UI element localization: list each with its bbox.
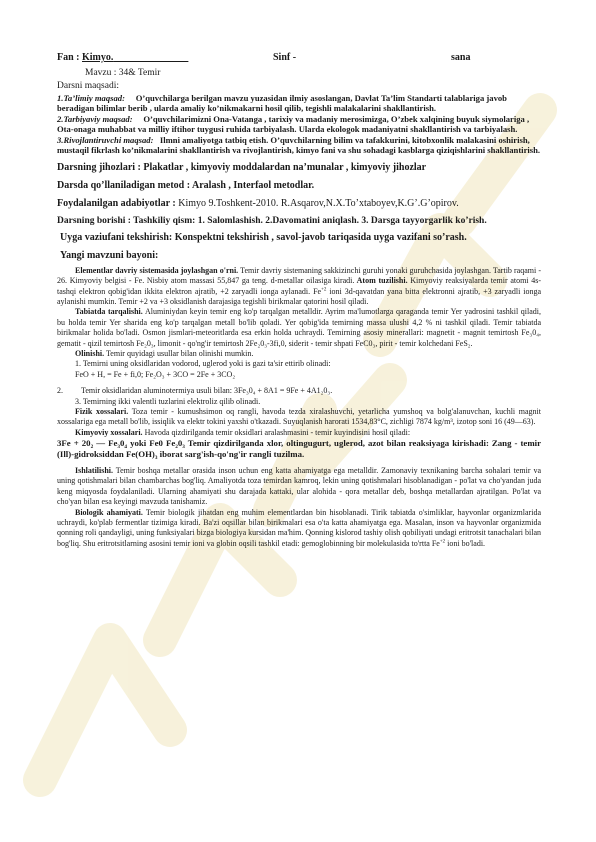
- production-step-3: 3. Temirning ikki valentli tuzlarini elektroliz qilib olinadi.: [75, 396, 261, 406]
- paragraph-production: Olinishi. Temir quyidagi usullar bilan olinishi mumkin.: [75, 348, 254, 358]
- paragraph-biological: Biologik ahamiyati. Temir biologik jihatdan eng muhim elementlardan bin hisoblanadi. Tirik tabiatda o'simliklar, hayvonlar organizmlarida uchraydi, ko'plab fermentlar tizimiga kiradi. Ba'zi oqsillar bilan birikmalari esa o'ta katta ahamiyatga ega. Masalan, inson va hayvonlar organizmida qonning roli qandayligi, uning funksiyalari bizga biologiya kursidan ma'him. Qonning kislorod tashiy olish qobiliyati undagi eritrotsit tanachalari bilan bog'liq. Shu eritrotsitlarning asosini temir ioni va globin oqsili tashkil etadi: gemoglobinning bir molekulasida to'rtta $Fe^{+2}$ ioni bo'ladi.: [57, 507, 541, 548]
- fan-value: Kimyo.: [82, 52, 114, 63]
- paragraph-usage: Ishlatilishi. Temir boshqa metallar orasida inson uchun eng katta ahamiyatga ega metalldir. Zamonaviy texnikaning barcha sohalari temir va uning qotishmalari bilan chambarchas bog'liq. Amaliyotda toza temirdan kamroq, lekin uning qotishmalari hisoblanadigan - po'lat va cho'yandan juda keng miqyosda foydalaniladi. Ularning ahamiyati shu darajada kattaki, ular alohida - qora metallar deb, boshqa metallardan ajratilgan. Po'lat va cho'yan bilan esa keyingi mavzuda tanishamiz.: [57, 466, 541, 507]
- production-step-2: 2. Temir oksidlaridan aluminotermiya usuli bilan: 3Fe₃0₄ + 8A1 = 9Fe + 4A1₂0₃.: [57, 386, 333, 396]
- header-line: [57, 52, 541, 67]
- literature-row: Foydalanilgan adabiyotlar : Kimyo 9.Toshkent-2010. R.Asqarov,N.X.To’xtaboyev,K.G’.G’opirov.: [57, 197, 459, 209]
- lesson-flow-row: Darsning borishi : Tashkiliy qism: 1. Salomlashish. 2.Davomatini aniqlash. 3. Darsga tayyorgarlik ko’rish.: [57, 215, 487, 226]
- chemical-reactions: 3Fe + 20₂ — Fe₃0₄ yoki Fe0 Fe₂0₃ Temir qizdirilganda xlor, oltingugurt, uglerod, azot bilan reaksiyaga kirishadi: Zang - temir (Ill)-gidroksiddan Fe(OH)₃ iborat sarg'ish-qo'ng'ir rangli tuzilma.: [57, 438, 541, 460]
- goal-upbringing: 2.Tarbiyaviy maqsad: O’quvchilarimizni Ona-Vatanga , tarixiy va madaniy merosimizga, O’zbek xalqining buyuk siymolariga , Ota-onaga muhabbat va milliy iftihor tuygusi ruhida tarbiyalash. Ularda ekologok madaniyatni shakllantirish va tarbiyalash.: [57, 113, 530, 135]
- production-step-1: 1. Temirni uning oksidlaridan vodorod, uglerod yoki is gazi ta'sir ettirib olinadi:: [75, 359, 331, 369]
- fan-label: Fan :: [57, 52, 80, 63]
- lesson-goals-heading: Darsni maqsadi:: [57, 81, 120, 91]
- sana-label: sana: [451, 52, 471, 63]
- method-row: Darsda qo’llaniladigan metod : Aralash , Interfaol metodlar.: [57, 179, 315, 191]
- goal-educational: 1.Ta’limiy maqsad: O’quvchilarga berilgan mavzu yuzasidan ilmiy asoslangan, Davlat Ta’lim Standarti talablariga javob beradigan bilimlar berib , ularda amaliy ko’nikmakarni hosil qilib, tegishli malakalarini shakllantirish.: [57, 93, 507, 114]
- paragraph-chemical: Kimyoviy xossalari. Havoda qizdirilganda temir oksidlari aralashmasini - temir kuyindisini hosil qiladi:: [75, 427, 411, 437]
- paragraph-occurrence: Tabiatda tarqalishi. Aluminiydan keyin temir eng ko'p tarqalgan metalldir. Ayrim ma'lumotlarga qaraganda temir Yer yadrosini tashkil qiladi, bu holda temir Yer sharida eng ko'p tarqalgan metall bo'lib qoladi. Yer qobig'ida temirning massa ulushi 4,2 % ni tashkil qiladi. Temir tabiatda birikmalar holida bo'ladi. Osmon jismlari-meteoritlarda esa erkin holda uchraydi. Temirning asosiy minerallari: magnetit - magnit temirtosh Fe₃0₄, gematit - qizil temirtosh Fe₂0₃, limonit - qo'ng'ir temirtosh 2Fe₂0₃-3fi,0, siderit - temir shpati FeC0₃, pirit - temir kolchedani FeS₂.: [57, 307, 542, 348]
- topic-line: Mavzu : 34& Temir: [85, 68, 161, 78]
- document-page: [57, 52, 541, 549]
- goal-developmental: 3.Rivojlantiruvchi maqsad: Ilmni amaliyotga tatbiq etish. O’quvchilarning bilim va tafakkurini, kitobxonlik malakasini oshirish, mustaqil fikrlash ko’nikmalarini shakllantirish va rivojlantirish, kimyo fani va shu sohadagi kasblarga qiziqishlarini shakllantirish.: [57, 134, 541, 156]
- paragraph-position: Elementlar davriy sistemasida joylashgan o'rni. Temir davriy sistemaning sakkizinchi guruhi yonaki guruhchasida joylashgan. Tartib raqami - 26. Kimyoviy belgisi - Fe. Nisbiy atom massasi 55,847 ga teng. d-metallar oilasiga kiradi. Atom tuzilishi. Kimyoviy reaksiyalarda temir atomi 4s-tashqi elektron qobig'idan ikkita elektron ajratib, +2 zaryadli ionga aylanadi. $Fe^{+2}$ ioni 3d-qavatdan yana bitta elektronni ajratib, +3 zaryadli ionga aylanishi mumkin. Temir +2 va +3 oksidlanish darajasiga tegishli birikmalar qatorini hosil qiladi.: [57, 265, 542, 307]
- new-topic-heading: Yangi mavzuni bayoni:: [60, 250, 159, 262]
- homework-check: Uyga vaziufani tekshirish: Konspektni tekshirish , savol-javob tariqasida uyga vazifani so’rash.: [60, 232, 467, 244]
- sinf-label: Sinf -: [273, 52, 297, 63]
- equipment-row: Darsning jihozlari : Plakatlar , kimyoviy moddalardan na’munalar , kimyoviy jihozlar: [57, 161, 427, 173]
- production-equation-1: FeO + H, = Fe + fi,0; Fe₂O₃ + 3CO = 2Fe + 3CO₂: [75, 369, 236, 379]
- paragraph-physical: Fizik xossalari. Toza temir - kumushsimon oq rangli, havoda tezda xiralashuvchi, yetarlicha yumshoq va bolg'alanuvchan, kuchli magnit xossalariga ega metall bo'lib, issiqlik va elektr tokini yaxshi o'tkazadi. Suyuqlanish harorati 1534,83°C, zichligi 7874 kg/m³, izotop soni 16 (49—63).: [57, 406, 541, 427]
